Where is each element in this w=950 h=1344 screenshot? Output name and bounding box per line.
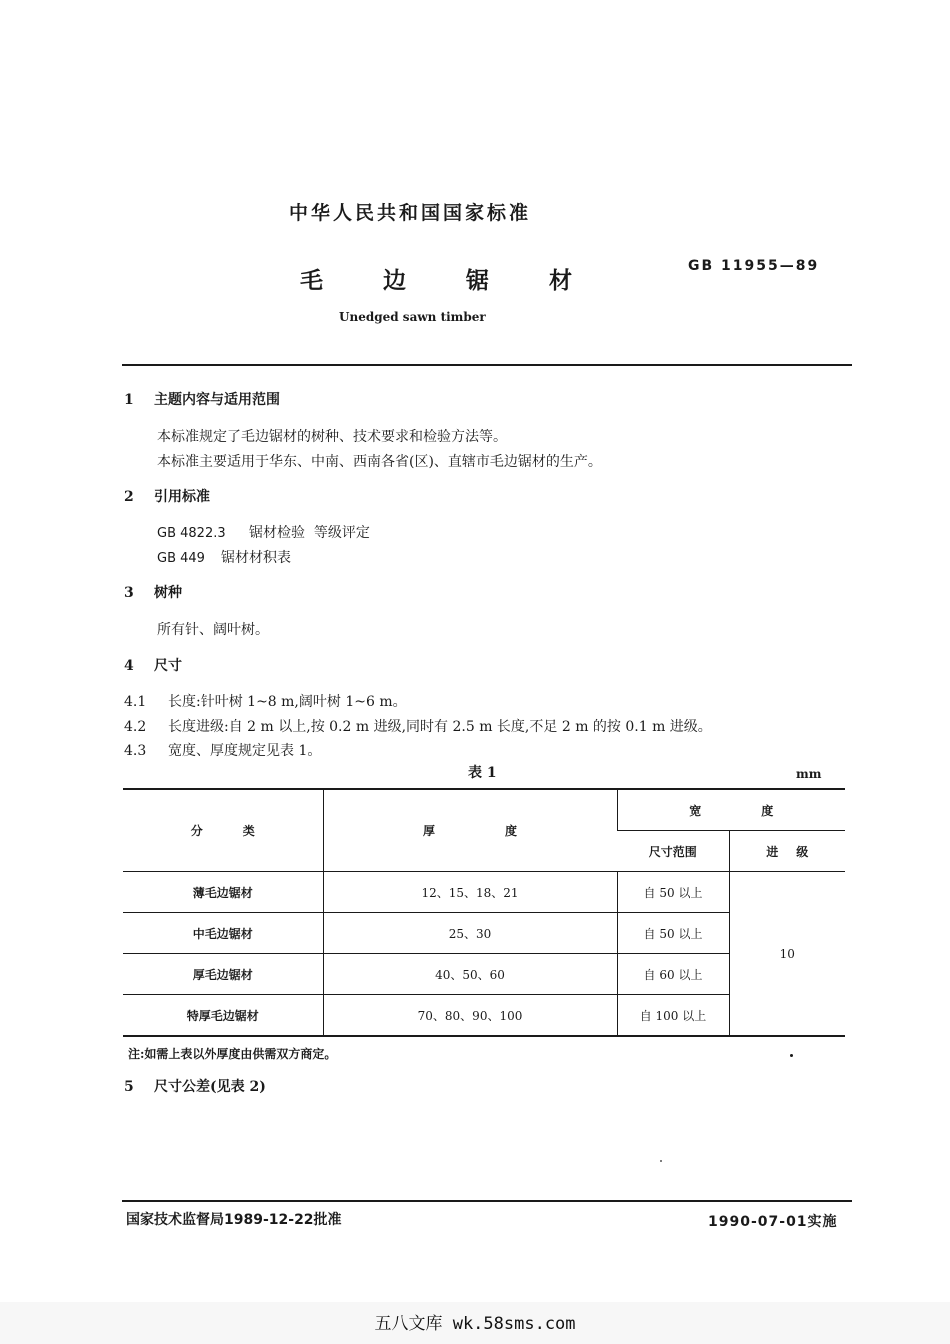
clause-number: 4.3 [124, 743, 147, 759]
section-title: 引用标准 [154, 489, 210, 505]
standard-code: GB 11955—89 [688, 258, 820, 274]
reference-name: 锯材材积表 [221, 550, 291, 566]
header-width-range: 尺寸范围 [617, 831, 729, 872]
bottom-divider [122, 1200, 852, 1202]
section-2-heading [124, 486, 210, 506]
section-number: 5 [124, 1079, 134, 1095]
header-width: 宽度 [617, 789, 845, 831]
row-width-step: 10 [729, 872, 845, 1037]
scan-speck [790, 1054, 793, 1057]
row-width-range: 自 50 以上 [617, 872, 729, 913]
table-unit: mm [796, 767, 822, 781]
reference-code: GB 4822.3 [157, 526, 226, 541]
header-category: 分类 [123, 789, 323, 872]
approval-line: 国家技术监督局1989-12-22批准 [126, 1212, 342, 1228]
section-title: 尺寸公差(见表 2) [154, 1079, 266, 1095]
section-1-heading [124, 389, 280, 409]
row-width-range: 自 100 以上 [617, 995, 729, 1037]
row-thickness: 12、15、18、21 [323, 872, 617, 913]
section-number: 4 [124, 658, 134, 674]
reference-1 [157, 522, 370, 542]
scan-speck [660, 1160, 662, 1162]
clause-text: 长度:针叶树 1~8 m,阔叶树 1~6 m。 [168, 694, 407, 710]
table-caption: 表 1 [468, 765, 497, 781]
row-category: 中毛边锯材 [123, 913, 323, 954]
clause-4-1 [124, 691, 407, 711]
document-title: 毛 边 锯 材 [300, 267, 599, 294]
section-number: 1 [124, 392, 134, 408]
english-title: Unedged sawn timber [339, 310, 486, 324]
section-title: 树种 [154, 585, 182, 601]
section-3-heading [124, 582, 182, 602]
site-watermark: 五八文库 wk.58sms.com [374, 1314, 576, 1334]
section-number: 3 [124, 585, 134, 601]
clause-number: 4.1 [124, 694, 147, 710]
effective-date: 1990-07-01实施 [708, 1214, 838, 1230]
row-thickness: 25、30 [323, 913, 617, 954]
reference-name: 锯材检验 等级评定 [249, 525, 370, 541]
table-note: 注:如需上表以外厚度由供需双方商定。 [128, 1047, 337, 1061]
section-5-heading [124, 1076, 266, 1096]
section-title: 主题内容与适用范围 [154, 392, 280, 408]
clause-text: 宽度、厚度规定见表 1。 [168, 743, 322, 759]
section-1-paragraph-1: 本标准规定了毛边锯材的树种、技术要求和检验方法等。 [157, 429, 507, 445]
reference-2 [157, 547, 291, 567]
national-standard-heading: 中华人民共和国国家标准 [288, 202, 531, 224]
section-3-paragraph-1: 所有针、阔叶树。 [157, 622, 269, 638]
size-table [123, 788, 845, 1037]
top-divider [122, 364, 852, 366]
row-category: 厚毛边锯材 [123, 954, 323, 995]
row-category: 特厚毛边锯材 [123, 995, 323, 1037]
section-number: 2 [124, 489, 134, 505]
section-4-heading [124, 655, 182, 675]
row-thickness: 40、50、60 [323, 954, 617, 995]
row-category: 薄毛边锯材 [123, 872, 323, 913]
clause-text: 长度进级:自 2 m 以上,按 0.2 m 进级,同时有 2.5 m 长度,不足 2 m 的按 0.1 m 进级。 [168, 719, 712, 735]
clause-4-2 [124, 716, 712, 736]
reference-code: GB 449 [157, 551, 205, 566]
row-thickness: 70、80、90、100 [323, 995, 617, 1037]
header-thickness: 厚度 [323, 789, 617, 872]
header-width-step: 进级 [729, 831, 845, 872]
section-1-paragraph-2: 本标准主要适用于华东、中南、西南各省(区)、直辖市毛边锯材的生产。 [157, 454, 602, 470]
section-title: 尺寸 [154, 658, 182, 674]
clause-number: 4.2 [124, 719, 147, 735]
table-row [123, 872, 845, 913]
clause-4-3 [124, 740, 321, 760]
row-width-range: 自 50 以上 [617, 913, 729, 954]
row-width-range: 自 60 以上 [617, 954, 729, 995]
